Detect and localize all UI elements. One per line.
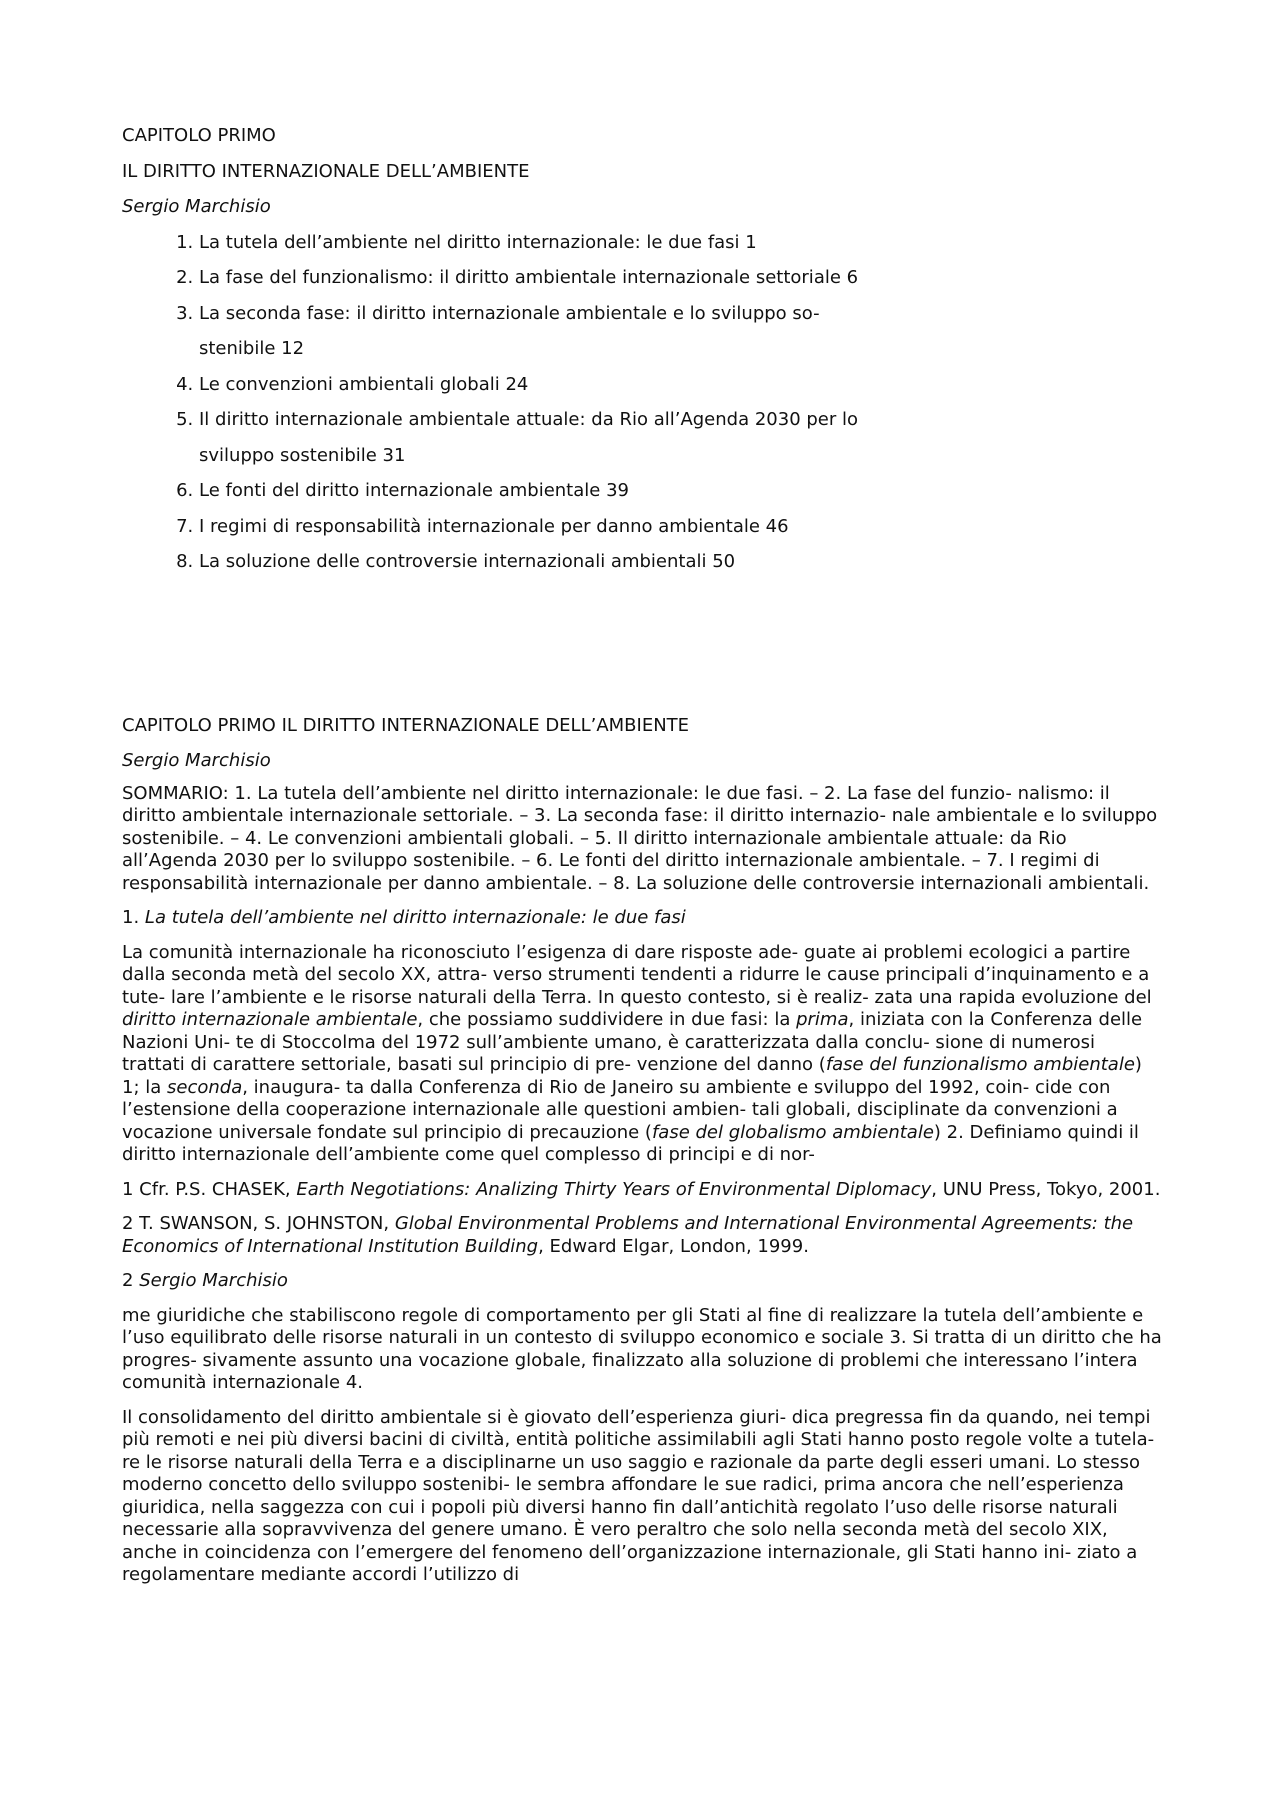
- text-run-italic: Earth Negotiations: Analizing Thirty Years of Environmental Diplomacy: [296, 1178, 932, 1200]
- text-run-italic: prima: [796, 1009, 849, 1030]
- document-page: [122, 118, 1162, 1599]
- section-heading: [122, 907, 1162, 930]
- toc-item: 1. La tutela dell’ambiente nel diritto internazionale: le due fasi 1: [199, 225, 1162, 261]
- toc-item: 3. La seconda fase: il diritto internazionale ambientale e lo sviluppo so- stenibile 12: [199, 296, 889, 367]
- text-run: , UNU Press, Tokyo, 2001.: [931, 1178, 1161, 1200]
- table-of-contents: [122, 225, 1162, 580]
- text-run-italic: fase del globalismo ambientale: [651, 1121, 934, 1143]
- page-number: 2: [122, 1270, 134, 1291]
- text-run: , iniziata con la Conferenza delle Nazioni Uni- te di Stoccolma del 1972 sull’ambiente umano, è caratterizzata dalla conclu- sione di numerosi trattati di carattere settoriale, basati sul principio di pre- venzione del danno (: [122, 1009, 1143, 1075]
- text-run-italic: seconda: [167, 1076, 243, 1098]
- toc-item: 2. La fase del funzionalismo: il diritto ambientale internazionale settoriale 6: [199, 260, 1162, 296]
- text-run-italic: diritto internazionale ambientale: [122, 1009, 418, 1030]
- text-run: , Edward Elgar, London, 1999.: [538, 1235, 809, 1257]
- text-run: ) 1; la: [122, 1054, 1142, 1098]
- footnote-2: [122, 1213, 1162, 1258]
- body-paragraph: me giuridiche che stabiliscono regole di comportamento per gli Stati al fine di realizzare la tutela dell’ambiente e l’uso equilibrato delle risorse naturali in un contesto di sviluppo economico e sociale 3. Si tratta di un diritto che ha progres- sivamente assunto una vocazione globale, finalizzato alla soluzione di problemi che interessano l’intera comunità internazionale 4.: [122, 1304, 1162, 1393]
- text-run: 1 Cfr. P.S. CHASEK,: [122, 1178, 297, 1200]
- chapter-heading: CAPITOLO PRIMO IL DIRITTO INTERNAZIONALE DELL’AMBIENTE: [122, 714, 690, 736]
- running-head: [122, 1270, 1162, 1293]
- chapter-author: Sergio Marchisio: [122, 750, 271, 771]
- body-paragraph: [122, 942, 1162, 1167]
- body-paragraph: Il consolidamento del diritto ambientale si è giovato dell’esperienza giuri- dica pregressa fin da quando, nei tempi più remoti e nei più diversi bacini di civiltà, entità politiche assimilabili agli Stati hanno posto regole volte a tutela- re le risorse naturali della Terra e a disciplinarne un uso saggio e razionale da parte degli esseri umani. Lo stesso moderno concetto dello sviluppo sostenibi- le sembra affondare le sue radici, prima ancora che nell’esperienza giuridica, nella saggezza con cui i popoli più diversi hanno fin dall’antichità regolato l’uso delle risorse naturali necessarie alla sopravvivenza del genere umano. È vero peraltro che solo nella seconda metà del secolo XIX, anche in coincidenza con l’emergere del fenomeno dell’organizzazione internazionale, gli Stati hanno ini- ziato a regolamentare mediante accordi l’utilizzo di: [122, 1406, 1155, 1585]
- text-run-italic: fase del funzionalismo ambientale: [825, 1054, 1135, 1075]
- footnote-1: [122, 1179, 1162, 1202]
- text-run: , inaugura- ta dalla Conferenza di Rio de Janeiro su ambiente e sviluppo del 1992, coin- cide con l’estensione della cooperazione internazionale alle questioni ambien- tali globali, disciplinate da convenzioni a vocazione universale fondate sul principio di precauzione (: [122, 1076, 1118, 1143]
- toc-item: 6. Le fonti del diritto internazionale ambientale 39: [199, 473, 1162, 509]
- section-number: 1.: [122, 907, 140, 928]
- running-head-author: Sergio Marchisio: [139, 1270, 288, 1291]
- section-title: La tutela dell’ambiente nel diritto internazionale: le due fasi: [144, 907, 686, 928]
- toc-item: 7. I regimi di responsabilità internazionale per danno ambientale 46: [199, 509, 1162, 545]
- text-run: 2 T. SWANSON, S. JOHNSTON,: [122, 1213, 395, 1234]
- toc-item: 4. Le convenzioni ambientali globali 24: [199, 367, 1162, 403]
- text-run-italic: Global Environmental Problems and International Environmental Agreements: the Economics of International Institution Building: [122, 1213, 1134, 1257]
- text-run: ) 2. Definiamo quindi il diritto internazionale dell’ambiente come quel complesso di principi e di nor-: [122, 1121, 1139, 1165]
- toc-item: 5. Il diritto internazionale ambientale attuale: da Rio all’Agenda 2030 per lo sviluppo sostenibile 31: [199, 402, 939, 473]
- text-run: La comunità internazionale ha riconosciuto l’esigenza di dare risposte ade- guate ai problemi ecologici a partire dalla seconda metà del secolo XX, attra- verso strumenti tendenti a ridurre le cause principali d’inquinamento e a tute- lare l’ambiente e le risorse naturali della Terra. In questo contesto, si è realiz- zata una rapida evoluzione del: [122, 941, 1152, 1008]
- toc-item: 8. La soluzione delle controversie internazionali ambientali 50: [199, 544, 1162, 580]
- chapter-body: [122, 708, 1162, 1587]
- text-run: , che possiamo suddividere in due fasi: la: [417, 1009, 797, 1030]
- toc-chapter-label: CAPITOLO PRIMO: [122, 125, 276, 146]
- sommario: SOMMARIO: 1. La tutela dell’ambiente nel diritto internazionale: le due fasi. – 2. La fase del funzio- nalismo: il diritto ambientale internazionale settoriale. – 3. La seconda fase: il diritto internazio- nale ambientale e lo sviluppo sostenibile. – 4. Le convenzioni ambientali globali. – 5. Il diritto internazionale ambientale attuale: da Rio all’Agenda 2030 per lo sviluppo sostenibile. – 6. Le fonti del diritto internazionale ambientale. – 7. I regimi di responsabilità internazionale per danno ambientale. – 8. La soluzione delle controversie internazionali ambientali.: [122, 782, 1158, 894]
- toc-chapter-title: IL DIRITTO INTERNAZIONALE DELL’AMBIENTE: [122, 160, 530, 182]
- toc-author: Sergio Marchisio: [122, 196, 271, 217]
